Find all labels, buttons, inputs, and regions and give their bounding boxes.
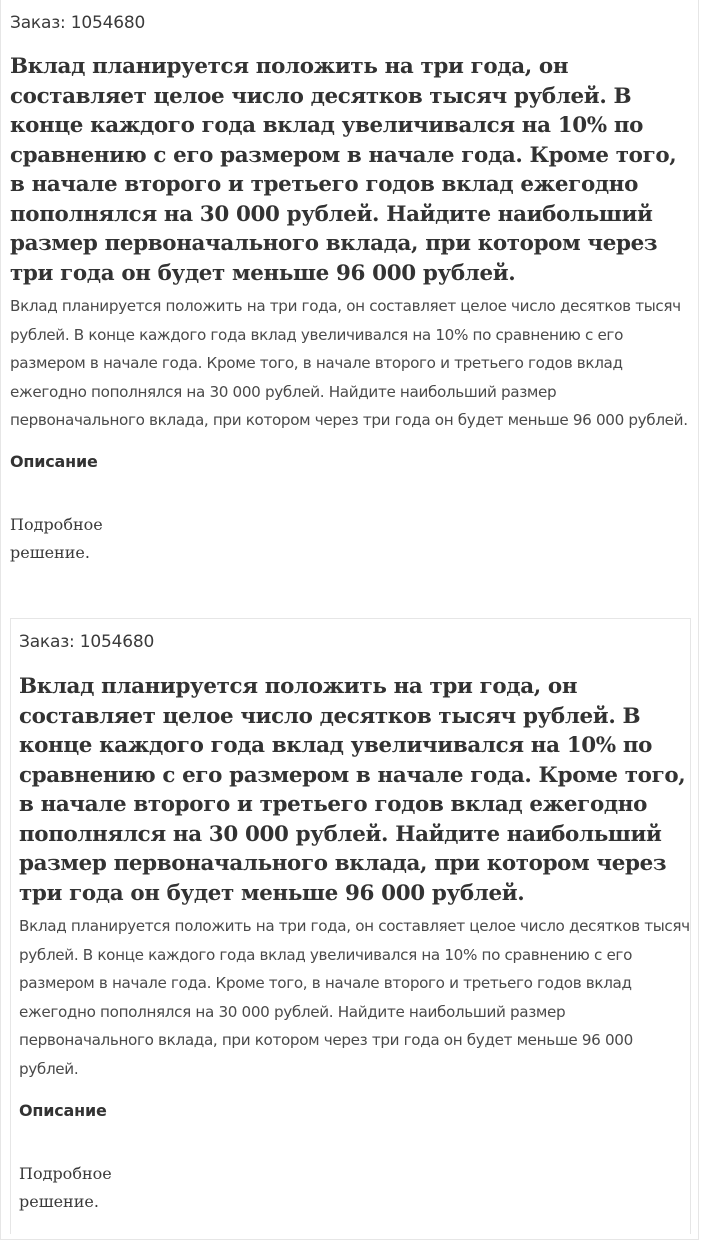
order-card-embedded (10, 618, 691, 1234)
task-text: Вклад планируется положить на три года, он составляет целое число десятков тысяч рублей. В конце каждого года вклад увеличивался на 10% по сравнению с его размером в начале года. Кроме того, в начале второго и третьего годов вклад ежегодно пополнялся на 30 000 рублей. Найдите наибольший размер первоначального вклада, при котором через три года он будет меньше 96 000 рублей. (19, 917, 690, 1078)
description-text: Подробное решение. (19, 1163, 112, 1212)
order-card (10, 10, 691, 568)
task-title: Вклад планируется положить на три года, он составляет целое число десятков тысяч рублей. В конце каждого года вклад увеличивался на 10% по сравнению с его размером в начале года. Кроме того, в начале второго и третьего годов вклад ежегодно пополнялся на 30 000 рублей. Найдите наибольший размер первоначального вклада, при котором через три года он будет меньше 96 000 рублей. (19, 674, 686, 906)
description-text: Подробное решение. (10, 514, 103, 563)
description-heading: Описание (19, 1100, 107, 1120)
task-title: Вклад планируется положить на три года, он составляет целое число десятков тысяч рублей. В конце каждого года вклад увеличивался на 10% по сравнению с его размером в начале года. Кроме того, в начале второго и третьего годов вклад ежегодно пополнялся на 30 000 рублей. Найдите наибольший размер первоначального вклада, при котором через три года он будет меньше 96 000 рублей. (10, 54, 677, 286)
task-text: Вклад планируется положить на три года, он составляет целое число десятков тысяч рублей. В конце каждого года вклад увеличивался на 10% по сравнению с его размером в начале года. Кроме того, в начале второго и третьего годов вклад ежегодно пополнялся на 30 000 рублей. Найдите наибольший размер первоначального вклада, при котором через три года он будет меньше 96 000 рублей. (10, 297, 688, 430)
order-number: Заказ: 1054680 (10, 13, 146, 33)
description-heading: Описание (10, 451, 98, 471)
order-number: Заказ: 1054680 (19, 632, 155, 652)
